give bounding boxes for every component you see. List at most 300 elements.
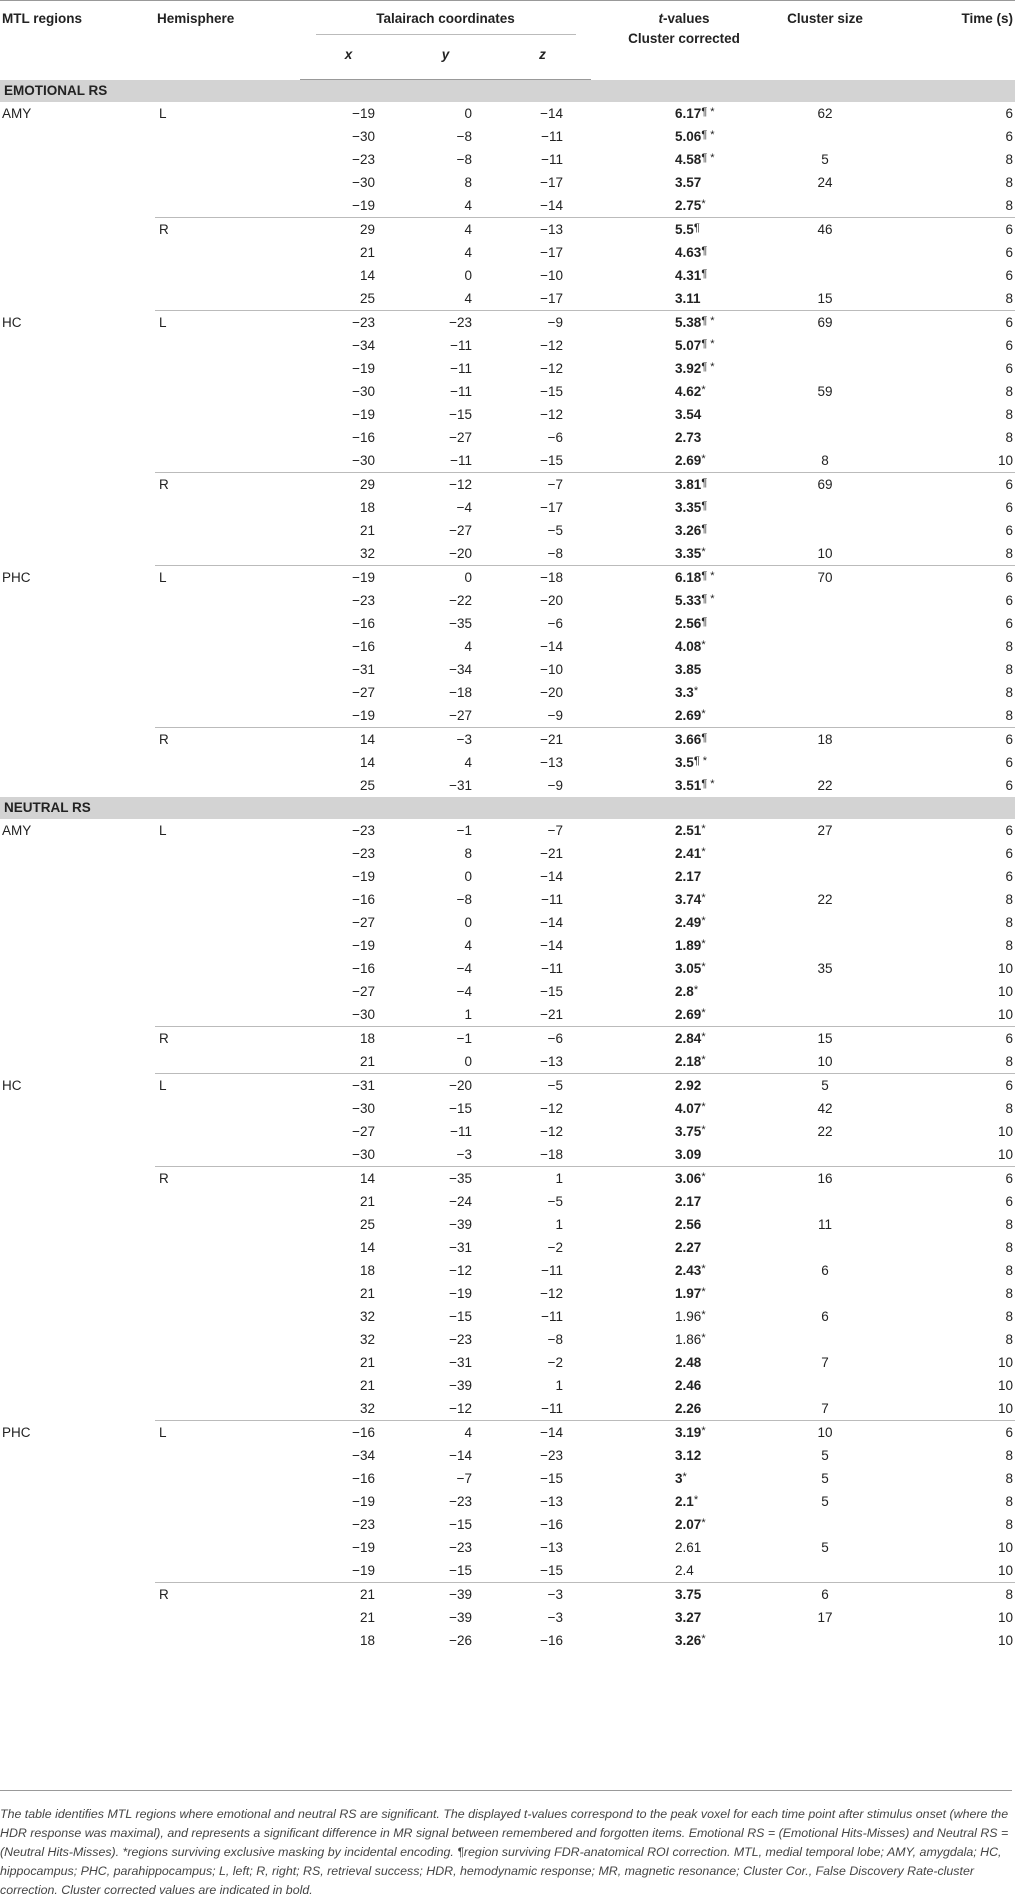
cell-y: 4 xyxy=(464,938,472,953)
cell-z: −12 xyxy=(540,1124,564,1139)
cell-cluster-size xyxy=(777,241,873,264)
star-mark: * xyxy=(707,152,715,164)
cell-cluster-size: 6 xyxy=(821,1309,829,1324)
cell-hemisphere xyxy=(155,194,300,218)
cell-z: −17 xyxy=(540,175,564,190)
cell-x: −19 xyxy=(352,361,375,376)
cell-y: −35 xyxy=(449,616,472,631)
cell-time: 10 xyxy=(998,1147,1014,1162)
star-mark: * xyxy=(701,639,706,651)
cell-cluster-size xyxy=(777,1282,873,1305)
cell-cluster-size xyxy=(777,194,873,218)
cell-hemisphere: L xyxy=(159,823,167,838)
cell-region xyxy=(0,612,155,635)
cell-cluster-size xyxy=(777,842,873,865)
cell-tvalue xyxy=(591,774,777,797)
cell-time: 6 xyxy=(1005,245,1014,260)
cell-time: 6 xyxy=(1005,1194,1014,1209)
cell-x: −16 xyxy=(352,616,375,631)
cell-cluster-size: 15 xyxy=(817,291,833,306)
cell-y: 4 xyxy=(464,639,472,654)
cell-z: −14 xyxy=(540,915,564,930)
cell-tvalue xyxy=(591,1282,777,1305)
tvalue-number: 3.75 xyxy=(675,1587,702,1602)
cell-hemisphere xyxy=(155,1050,300,1074)
cell-x: −16 xyxy=(352,1471,375,1486)
cell-z: −16 xyxy=(540,1633,564,1648)
cell-hemisphere: R xyxy=(155,218,300,242)
cell-tvalue xyxy=(591,496,777,519)
table-row xyxy=(0,1490,1015,1513)
cell-hemisphere: L xyxy=(155,566,300,590)
cell-x: −30 xyxy=(352,1147,375,1162)
tvalue-number: 3.54 xyxy=(675,407,702,422)
cell-tvalue xyxy=(591,380,777,403)
cell-z: −6 xyxy=(547,430,564,445)
cell-y: −1 xyxy=(456,823,472,838)
table-row xyxy=(0,148,1015,171)
cell-z: −14 xyxy=(540,639,564,654)
cell-cluster-size: 22 xyxy=(817,1124,833,1139)
cell-x: 21 xyxy=(359,1378,375,1393)
table-row xyxy=(0,519,1015,542)
cell-z: −20 xyxy=(540,685,564,700)
cell-tvalue xyxy=(591,728,777,752)
tvalue-number: 3.12 xyxy=(675,1448,702,1463)
cell-y: −3 xyxy=(397,728,494,752)
cell-tvalue xyxy=(591,934,777,957)
cell-x: 21 xyxy=(359,1286,375,1301)
cell-x: 14 xyxy=(359,755,375,770)
cell-hemisphere xyxy=(155,704,300,728)
cell-tvalue xyxy=(591,566,777,590)
cell-tvalue xyxy=(591,1421,777,1445)
cell-hemisphere xyxy=(155,1328,300,1351)
table-row xyxy=(0,774,1015,797)
cell-y: −15 xyxy=(449,1563,472,1578)
cell-tvalue xyxy=(591,1559,777,1583)
cell-tvalue xyxy=(591,842,777,865)
cell-cluster-size: 42 xyxy=(817,1101,833,1116)
cell-cluster-size xyxy=(777,1328,873,1351)
cell-region xyxy=(0,1536,155,1559)
cell-z: −13 xyxy=(540,1540,564,1555)
pilcrow-mark: ¶ xyxy=(693,755,700,767)
cell-hemisphere xyxy=(155,934,300,957)
tvalue-number: 2.18 xyxy=(675,1054,702,1069)
tvalue-number: 3.66 xyxy=(675,732,702,747)
header-hemisphere: Hemisphere xyxy=(155,1,300,80)
cell-z: −15 xyxy=(540,453,564,468)
table-row xyxy=(0,496,1015,519)
pilcrow-mark: ¶ xyxy=(701,245,708,257)
cell-y: 8 xyxy=(464,846,472,861)
cell-tvalue xyxy=(591,1050,777,1074)
table-row xyxy=(0,1236,1015,1259)
cell-region xyxy=(0,1490,155,1513)
table-row xyxy=(0,334,1015,357)
cell-tvalue xyxy=(591,473,777,497)
cell-tvalue xyxy=(591,1213,777,1236)
tvalue-number: 5.06 xyxy=(675,129,702,144)
cell-z: −7 xyxy=(494,473,591,497)
cell-y: −24 xyxy=(449,1194,472,1209)
cell-region xyxy=(0,264,155,287)
cell-time: 6 xyxy=(1005,361,1014,376)
cell-z: −14 xyxy=(540,869,564,884)
cell-y: −15 xyxy=(449,1101,472,1116)
cell-x: 14 xyxy=(300,728,397,752)
cell-hemisphere xyxy=(155,449,300,473)
cell-hemisphere xyxy=(155,957,300,980)
cell-time: 10 xyxy=(998,1007,1014,1022)
cell-tvalue xyxy=(591,957,777,980)
cell-z: −12 xyxy=(540,1101,564,1116)
cell-region xyxy=(0,1050,155,1074)
tvalue-number: 2.48 xyxy=(675,1355,702,1370)
cell-hemisphere xyxy=(155,334,300,357)
cell-z: −13 xyxy=(540,1494,564,1509)
table-row xyxy=(0,1050,1015,1074)
cell-x: −16 xyxy=(352,639,375,654)
cell-region: PHC xyxy=(2,569,31,585)
cell-y: −39 xyxy=(449,1378,472,1393)
cell-y: −20 xyxy=(449,546,472,561)
cell-cluster-size xyxy=(777,635,873,658)
cell-x: −23 xyxy=(352,152,375,167)
cell-time: 8 xyxy=(1005,938,1014,953)
cell-region xyxy=(0,1190,155,1213)
cell-tvalue xyxy=(591,635,777,658)
tvalue-number: 3.11 xyxy=(675,291,701,306)
cell-time: 10 xyxy=(998,1378,1014,1393)
cell-hemisphere xyxy=(155,380,300,403)
pilcrow-mark: ¶ xyxy=(701,570,708,582)
pilcrow-mark: ¶ xyxy=(701,500,708,512)
cell-tvalue xyxy=(591,241,777,264)
star-mark: * xyxy=(707,129,715,141)
cell-cluster-size xyxy=(777,334,873,357)
cell-y: −31 xyxy=(449,1355,472,1370)
cell-region xyxy=(0,1629,155,1652)
cell-hemisphere: R xyxy=(155,1583,300,1607)
cell-x: 14 xyxy=(359,1240,375,1255)
cell-time: 8 xyxy=(1005,430,1014,445)
cell-region: HC xyxy=(2,1077,22,1093)
cell-hemisphere xyxy=(155,1190,300,1213)
cell-time: 8 xyxy=(1005,546,1014,561)
cell-time: 8 xyxy=(1005,1054,1014,1069)
table-row xyxy=(0,1467,1015,1490)
cell-time: 6 xyxy=(873,1074,1015,1098)
cell-cluster-size xyxy=(777,519,873,542)
cell-hemisphere: L xyxy=(155,1421,300,1445)
cell-region xyxy=(0,751,155,774)
cell-cluster-size xyxy=(777,357,873,380)
header-y: y xyxy=(397,45,494,80)
cell-hemisphere xyxy=(155,426,300,449)
header-x: x xyxy=(300,45,397,80)
cell-y: −27 xyxy=(449,430,472,445)
header-time: Time (s) xyxy=(873,1,1015,80)
table-row xyxy=(0,589,1015,612)
cell-region xyxy=(0,728,155,752)
cell-y: −23 xyxy=(449,1540,472,1555)
table-row xyxy=(0,125,1015,148)
cell-y: −3 xyxy=(456,1147,472,1162)
star-mark: * xyxy=(701,892,706,904)
star-mark: * xyxy=(701,915,706,927)
cell-tvalue xyxy=(591,1397,777,1421)
pilcrow-mark: ¶ xyxy=(701,778,708,790)
cell-region xyxy=(0,1606,155,1629)
cell-x: −23 xyxy=(352,846,375,861)
cell-region xyxy=(0,681,155,704)
cell-region xyxy=(0,1143,155,1167)
cell-region xyxy=(0,1559,155,1583)
cell-region xyxy=(0,218,155,242)
tvalue-number: 2.8 xyxy=(675,984,694,999)
cell-tvalue xyxy=(591,1097,777,1120)
star-mark: * xyxy=(693,685,699,697)
cell-region xyxy=(0,704,155,728)
cell-hemisphere: R xyxy=(155,728,300,752)
tvalue-number: 5.5 xyxy=(675,222,694,237)
cell-cluster-size: 59 xyxy=(817,384,833,399)
cell-z: −12 xyxy=(540,338,564,353)
star-mark: * xyxy=(701,1054,706,1066)
tvalue-number: 2.69 xyxy=(675,453,702,468)
cell-tvalue xyxy=(591,1120,777,1143)
cell-hemisphere xyxy=(155,774,300,797)
tvalue-number: 2.17 xyxy=(675,869,702,884)
cell-z: −14 xyxy=(540,198,564,213)
cell-region xyxy=(0,842,155,865)
table-row xyxy=(0,957,1015,980)
cell-time: 8 xyxy=(1005,662,1014,677)
cell-region xyxy=(0,1120,155,1143)
table-row xyxy=(0,264,1015,287)
pilcrow-mark: ¶ xyxy=(701,152,708,164)
cell-x: 21 xyxy=(359,1054,375,1069)
cell-time: 8 xyxy=(1005,1332,1014,1347)
cell-time: 6 xyxy=(873,473,1015,497)
tvalue-number: 2.61 xyxy=(675,1540,702,1555)
cell-y: 0 xyxy=(464,268,472,283)
cell-cluster-size xyxy=(777,751,873,774)
cell-time: 8 xyxy=(1005,1309,1014,1324)
cell-hemisphere xyxy=(155,1120,300,1143)
cell-time: 10 xyxy=(998,1563,1014,1578)
cell-region xyxy=(0,1328,155,1351)
cell-time: 10 xyxy=(998,961,1014,976)
table-row xyxy=(0,380,1015,403)
table-row xyxy=(0,728,1015,752)
tvalue-number: 5.07 xyxy=(675,338,702,353)
cell-time: 10 xyxy=(998,1540,1014,1555)
cell-hemisphere xyxy=(155,542,300,566)
cell-y: −8 xyxy=(456,892,472,907)
cell-z: −11 xyxy=(541,152,564,167)
cell-cluster-size xyxy=(777,1629,873,1652)
star-mark: * xyxy=(707,106,715,118)
table-row xyxy=(0,1513,1015,1536)
cell-region xyxy=(0,1397,155,1421)
cell-hemisphere xyxy=(155,612,300,635)
cell-time: 8 xyxy=(1005,708,1014,723)
cell-z: −9 xyxy=(494,311,591,335)
cell-z: −6 xyxy=(547,616,564,631)
cell-hemisphere xyxy=(155,911,300,934)
cell-region xyxy=(0,1305,155,1328)
cell-y: 0 xyxy=(464,869,472,884)
cell-time: 6 xyxy=(873,1027,1015,1051)
header-coordinates xyxy=(300,1,591,46)
cell-tvalue xyxy=(591,1236,777,1259)
tvalue-number: 4.62 xyxy=(675,384,702,399)
cell-region: PHC xyxy=(2,1424,31,1440)
table-row xyxy=(0,1190,1015,1213)
cell-time: 8 xyxy=(1005,198,1014,213)
cell-y: −1 xyxy=(397,1027,494,1051)
cell-y: 1 xyxy=(464,1007,472,1022)
tvalue-number: 3.19 xyxy=(675,1425,702,1440)
cell-time: 8 xyxy=(1005,1494,1014,1509)
cell-hemisphere xyxy=(155,1536,300,1559)
cell-region xyxy=(0,449,155,473)
star-mark: * xyxy=(701,1171,706,1183)
table-row xyxy=(0,842,1015,865)
pilcrow-mark: ¶ xyxy=(693,222,700,234)
cell-cluster-size xyxy=(777,403,873,426)
cell-hemisphere xyxy=(155,264,300,287)
cell-cluster-size: 46 xyxy=(777,218,873,242)
cell-time: 6 xyxy=(1005,846,1014,861)
tvalue-number: 4.08 xyxy=(675,639,702,654)
cell-time: 8 xyxy=(1005,892,1014,907)
cell-region xyxy=(0,194,155,218)
cell-cluster-size: 69 xyxy=(777,473,873,497)
cell-y: 4 xyxy=(397,1421,494,1445)
tvalue-number: 2.07 xyxy=(675,1517,702,1532)
cell-hemisphere xyxy=(155,1559,300,1583)
cell-cluster-size: 18 xyxy=(777,728,873,752)
cell-tvalue xyxy=(591,980,777,1003)
cell-region xyxy=(0,957,155,980)
cell-y: −11 xyxy=(450,338,472,353)
cell-time: 6 xyxy=(1005,823,1014,838)
cell-time: 8 xyxy=(1005,1286,1014,1301)
cell-x: 29 xyxy=(300,218,397,242)
cell-y: −8 xyxy=(456,129,472,144)
pilcrow-mark: ¶ xyxy=(701,361,708,373)
table-row xyxy=(0,241,1015,264)
cell-tvalue xyxy=(591,589,777,612)
cell-z: −13 xyxy=(494,218,591,242)
cell-cluster-size: 5 xyxy=(821,1494,829,1509)
cell-z: −3 xyxy=(494,1583,591,1607)
cell-hemisphere: L xyxy=(155,1074,300,1098)
table-row xyxy=(0,819,1015,842)
star-mark: * xyxy=(701,1101,706,1113)
cell-z: −13 xyxy=(540,755,564,770)
star-mark: * xyxy=(701,1263,706,1275)
cell-tvalue xyxy=(591,1190,777,1213)
star-mark: * xyxy=(701,823,706,835)
cell-z: −15 xyxy=(540,1563,564,1578)
cell-cluster-size xyxy=(777,681,873,704)
cell-cluster-size xyxy=(777,496,873,519)
cell-z: −9 xyxy=(547,778,564,793)
cell-y: −12 xyxy=(449,1401,472,1416)
cell-x: −19 xyxy=(352,1494,375,1509)
cell-cluster-size xyxy=(777,589,873,612)
cell-y: −8 xyxy=(456,152,472,167)
cell-x: −27 xyxy=(352,685,375,700)
cell-region: AMY xyxy=(2,106,32,121)
cell-region xyxy=(0,658,155,681)
tvalue-number: 2.92 xyxy=(675,1078,702,1093)
star-mark: * xyxy=(701,1517,706,1529)
cell-z: −9 xyxy=(547,708,564,723)
table-row xyxy=(0,1559,1015,1583)
cell-y: 4 xyxy=(464,291,472,306)
tvalue-number: 2.69 xyxy=(675,1007,702,1022)
cell-region xyxy=(0,357,155,380)
tvalue-number: 6.18 xyxy=(675,570,702,585)
header-region: MTL regions xyxy=(0,1,155,80)
cell-cluster-size xyxy=(777,1559,873,1583)
cell-cluster-size: 7 xyxy=(821,1401,829,1416)
cell-z: −11 xyxy=(541,961,564,976)
cell-y: 4 xyxy=(464,245,472,260)
cell-x: 32 xyxy=(359,1401,375,1416)
table-row xyxy=(0,1536,1015,1559)
cell-hemisphere xyxy=(155,1213,300,1236)
cell-tvalue xyxy=(591,218,777,242)
cell-tvalue xyxy=(591,1305,777,1328)
table-row xyxy=(0,635,1015,658)
table-row xyxy=(0,218,1015,242)
cell-x: −19 xyxy=(352,407,375,422)
pilcrow-mark: ¶ xyxy=(701,129,708,141)
cell-hemisphere xyxy=(155,1143,300,1167)
cell-y: −31 xyxy=(449,778,472,793)
cell-cluster-size: 6 xyxy=(821,1263,829,1278)
header-z: z xyxy=(494,45,591,80)
cell-x: −30 xyxy=(352,453,375,468)
cell-z: −21 xyxy=(540,846,564,861)
cell-region xyxy=(0,542,155,566)
cell-y: −23 xyxy=(397,311,494,335)
cell-time: 8 xyxy=(1005,291,1014,306)
cell-tvalue xyxy=(591,519,777,542)
table-row xyxy=(0,1629,1015,1652)
cell-cluster-size xyxy=(777,658,873,681)
cell-cluster-size: 27 xyxy=(817,823,833,838)
cell-hemisphere: L xyxy=(155,311,300,335)
cell-hemisphere xyxy=(155,658,300,681)
cell-x: 14 xyxy=(300,1167,397,1191)
cell-cluster-size: 62 xyxy=(817,106,833,121)
tvalue-number: 3.06 xyxy=(675,1171,702,1186)
cell-z: −11 xyxy=(541,1401,564,1416)
cell-time: 8 xyxy=(1005,384,1014,399)
cell-x: −19 xyxy=(352,938,375,953)
cell-tvalue xyxy=(591,426,777,449)
cell-y: −11 xyxy=(450,361,472,376)
cell-time: 8 xyxy=(1005,685,1014,700)
